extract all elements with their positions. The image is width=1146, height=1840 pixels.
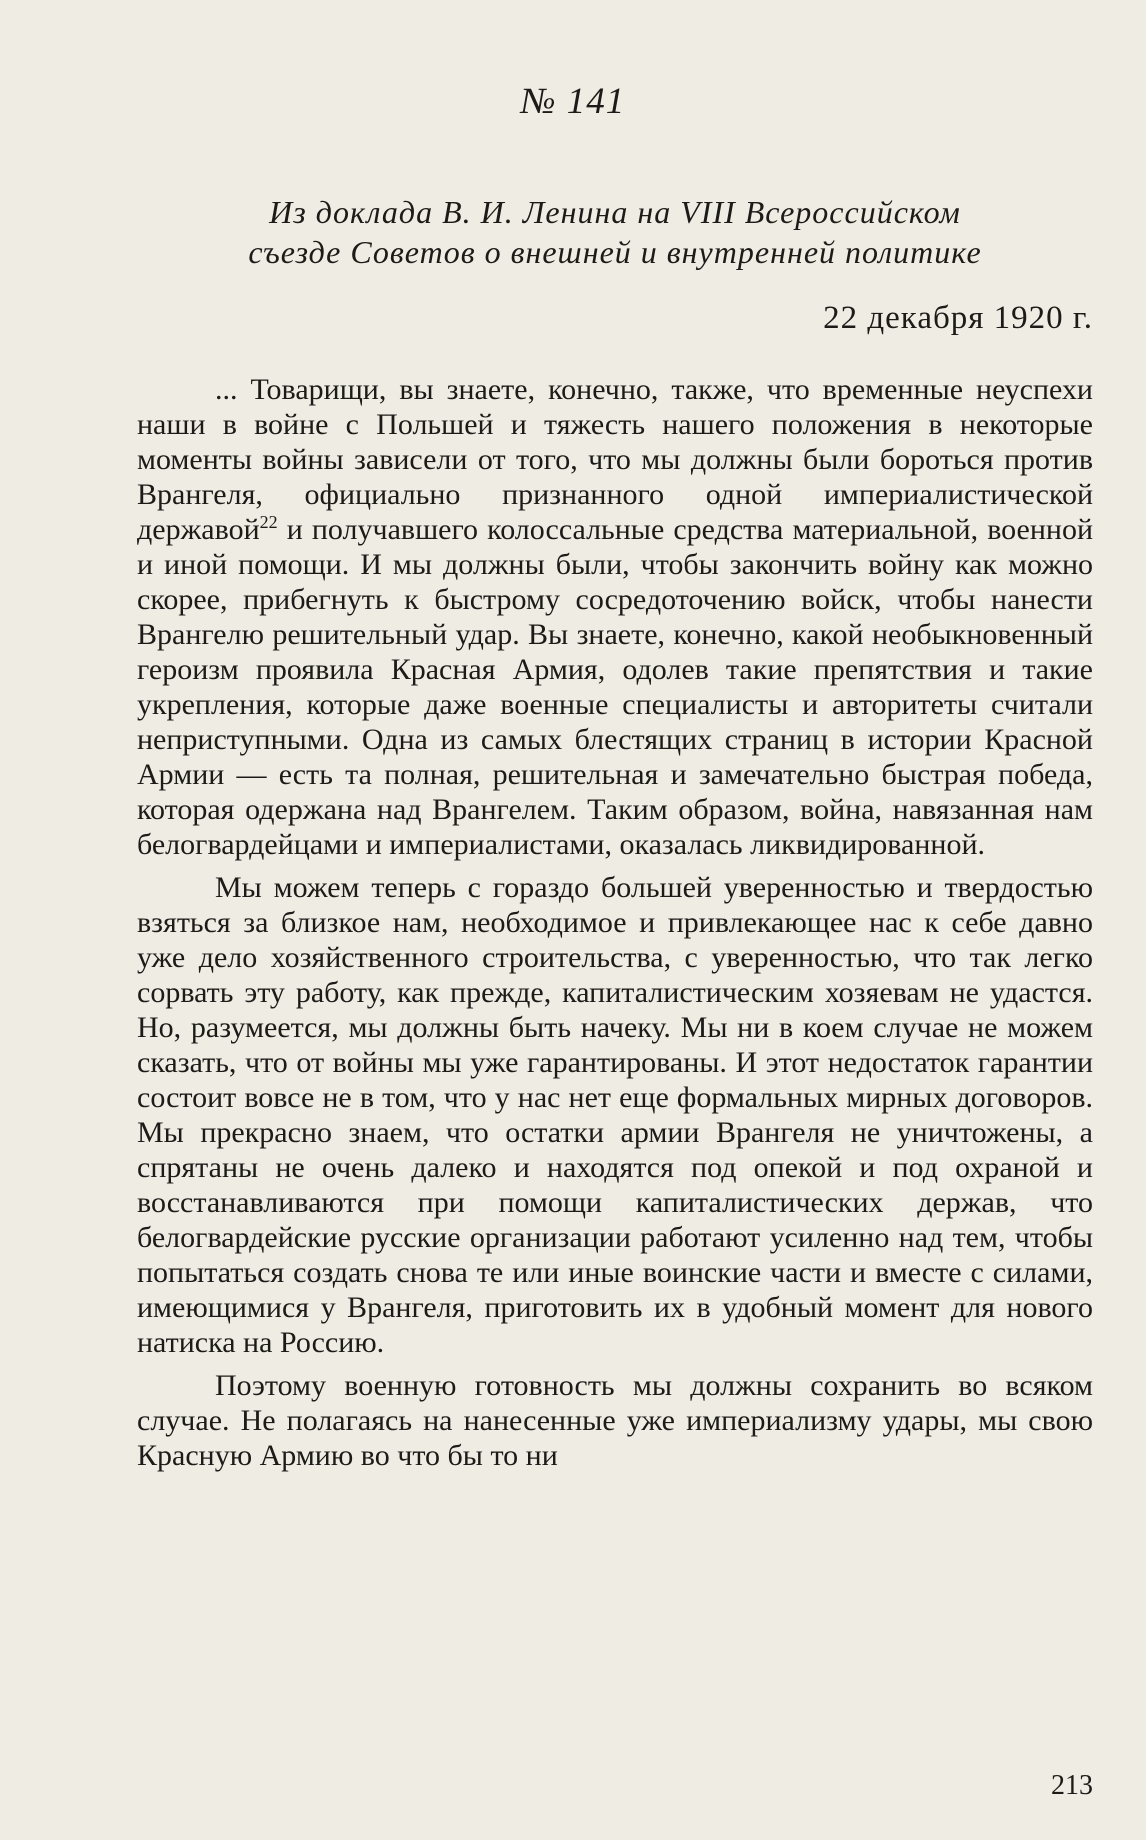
- paragraph-2: Мы можем теперь с гораздо большей уверенностью и твердостью взяться за близкое нам, необходимое и привлекающее нас к себе давно уже дело хозяйственного строительства, с уверенностью, что так легко сорвать эту работу, как прежде, капиталистическим хозяевам не удастся. Но, разумеется, мы должны быть начеку. Мы ни в коем случае не можем сказать, что от войны мы уже гарантированы. И этот недостаток гарантии состоит вовсе не в том, что у нас нет еще формальных мирных договоров. Мы прекрасно знаем, что остатки армии Врангеля не уничтожены, а спрятаны не очень далеко и находятся под опекой и под охраной и восстанавливаются при помощи капиталистических держав, что белогвардейские русские организации работают усиленно над тем, чтобы попытаться создать снова те или иные воинские части и вместе с силами, имеющимися у Врангеля, приготовить их в удобный момент для нового натиска на Россию.: [137, 871, 1093, 1359]
- page-number: 213: [1051, 1770, 1093, 1801]
- paragraph-1: [137, 372, 1093, 862]
- paragraph-3: Поэтому военную готовность мы должны сохранить во всяком случае. Не полагаясь на нанесенные уже империализму удары, мы свою Красную Армию во что бы то ни: [137, 1369, 1093, 1472]
- document-body: [137, 372, 1093, 1481]
- document-date: 22 декабря 1920 г.: [823, 300, 1093, 336]
- footnote-marker: 22: [259, 512, 278, 532]
- document-number: № 141: [520, 81, 626, 122]
- heading-line-1: Из доклада В. И. Ленина на VIII Всероссийском: [269, 194, 961, 230]
- paragraph-1-text: ... Товарищи, вы знаете, конечно, также, что временные неуспехи наши в войне с Польшей и тяжесть нашего положения в некоторые моменты войны зависели от того, что мы должны были бороться против Врангеля, официально признанного одной империалистической державой: [137, 373, 1093, 546]
- paragraph-1-text-continued: и получавшего колоссальные средства материальной, военной и иной помощи. И мы должны были, чтобы закончить войну как можно скорее, прибегнуть к быстрому сосредоточению войск, чтобы нанести Врангелю решительный удар. Вы знаете, конечно, какой необыкновенный героизм проявила Красная Армия, одолев такие препятствия и такие укрепления, которые даже военные специалисты и авторитеты считали неприступными. Одна из самых блестящих страниц в истории Красной Армии — есть та полная, решительная и замечательно быстрая победа, которая одержана над Врангелем. Таким образом, война, навязанная нам белогвардейцами и империалистами, оказалась ликвидированной.: [137, 513, 1093, 861]
- document-heading: [137, 192, 1093, 272]
- heading-line-2: съезде Советов о внешней и внутренней политике: [248, 234, 982, 270]
